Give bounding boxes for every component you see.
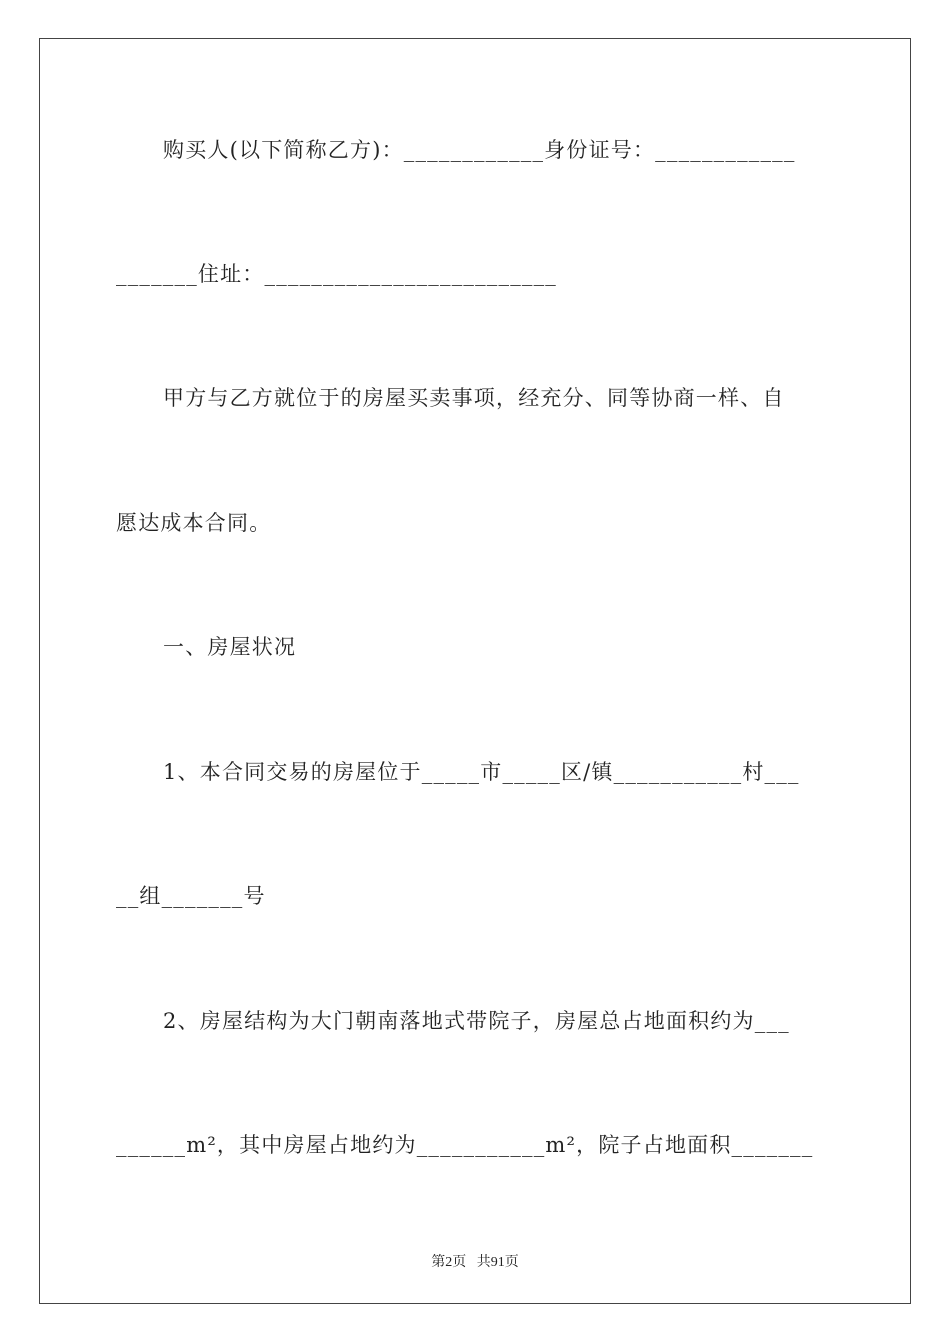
page-footer (0, 1251, 950, 1271)
page-number: 第2页 (431, 1255, 467, 1270)
buyer-line: 购买人(以下简称乙方)：____________身份证号：____________ (163, 138, 796, 162)
page-border (39, 38, 911, 1304)
agreement-paragraph-line-2: 愿达成本合同。 (116, 511, 272, 535)
clause-2-line-2: ______m²，其中房屋占地约为___________m²，院子占地面积_______ (116, 1133, 814, 1157)
clause-2-line-1: 2、房屋结构为大门朝南落地式带院子，房屋总占地面积约为___ (163, 1009, 790, 1033)
address-line: _______住址：_________________________ (116, 262, 557, 286)
agreement-paragraph-line-1: 甲方与乙方就位于的房屋买卖事项，经充分、同等协商一样、自 (163, 386, 785, 410)
section-heading-house-status: 一、房屋状况 (163, 635, 297, 659)
page-total: 共91页 (476, 1255, 519, 1270)
clause-1-line-1: 1、本合同交易的房屋位于_____市_____区/镇___________村___ (163, 760, 800, 784)
clause-1-line-2: __组_______号 (116, 884, 266, 908)
